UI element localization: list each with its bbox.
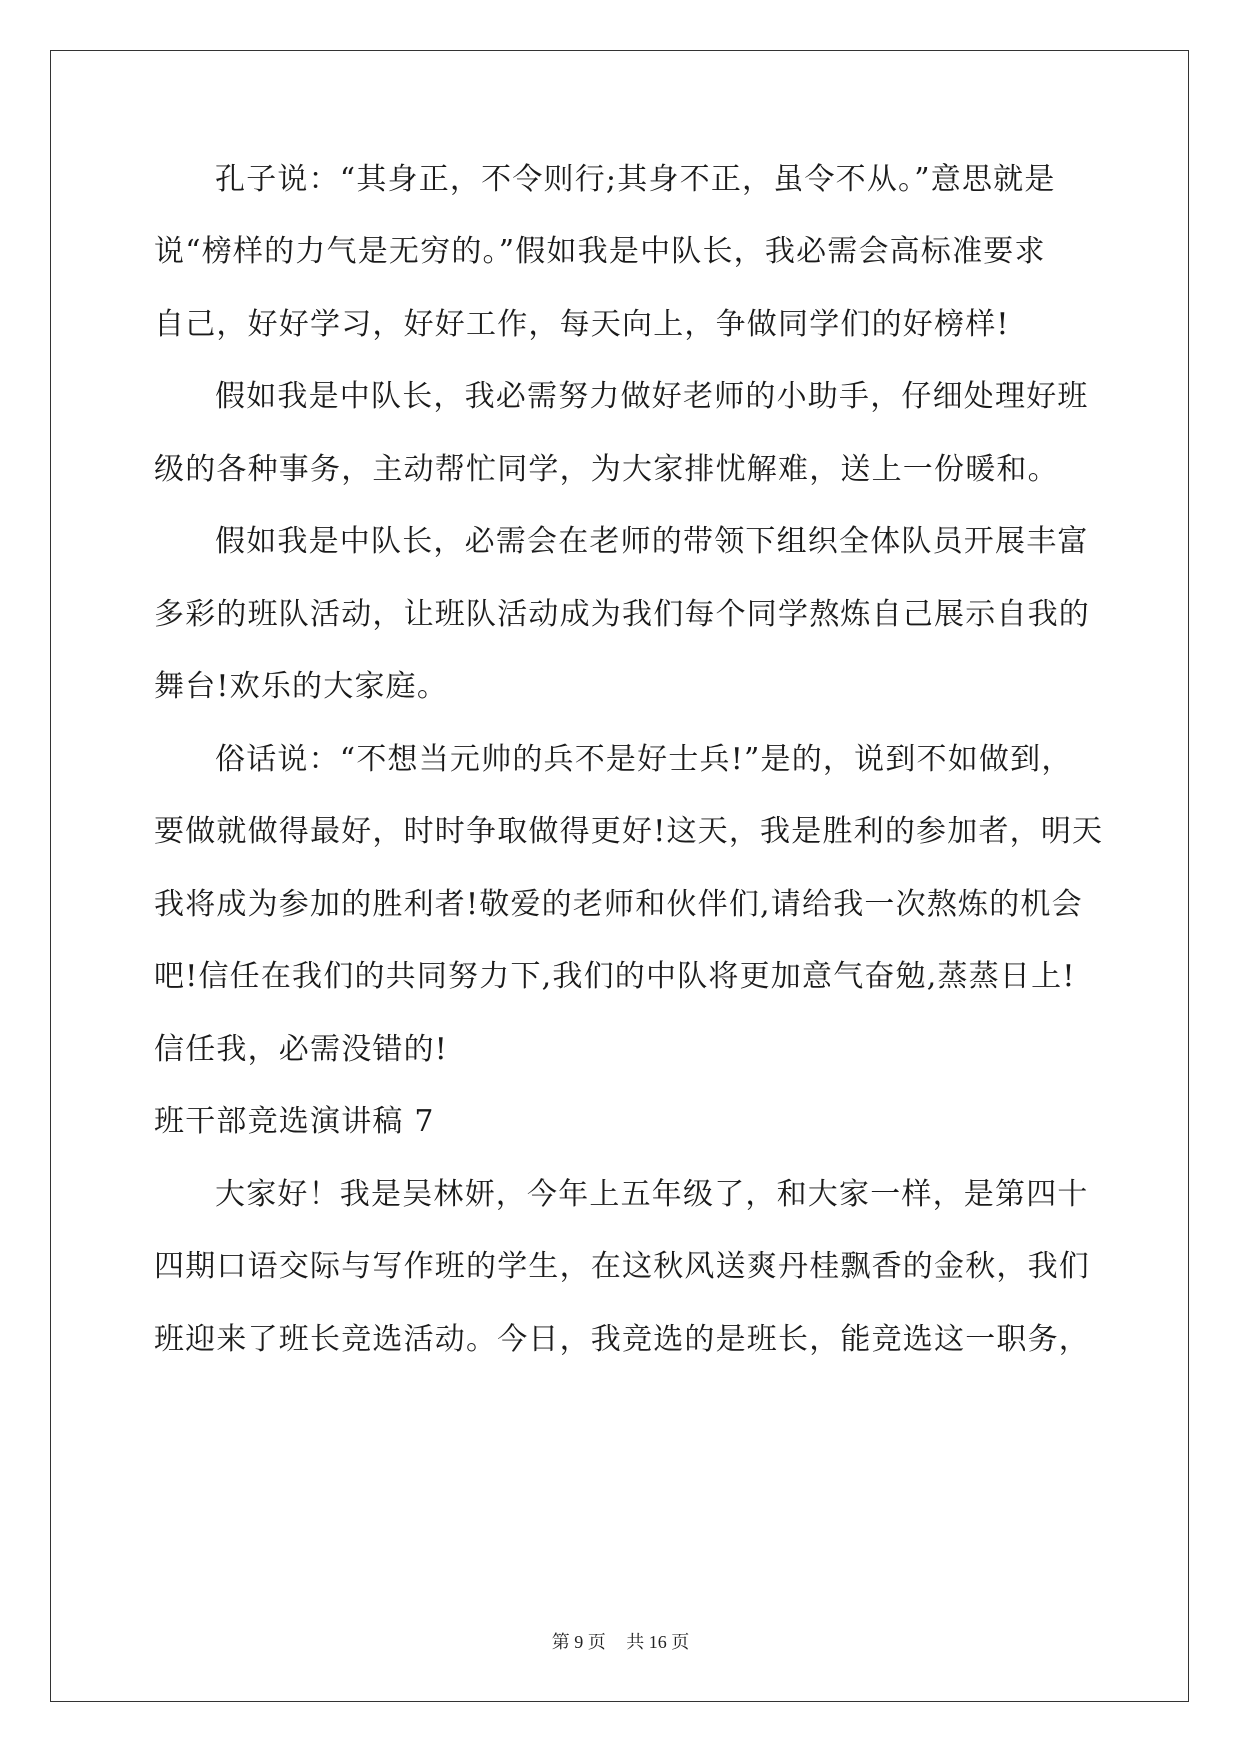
paragraph-line: 假如我是中队长，必需会在老师的带领下组织全体队员开展丰富 [215, 524, 1089, 559]
section-heading: 班干部竞选演讲稿 7 [154, 1104, 435, 1139]
page-border [50, 50, 1189, 1702]
paragraph-line: 孔子说：“其身正，不令则行;其身不正，虽令不从。”意思就是 [215, 162, 1056, 197]
paragraph-line: 信任我，必需没错的! [154, 1032, 449, 1067]
paragraph-line: 自己，好好学习，好好工作，每天向上，争做同学们的好榜样! [154, 307, 1010, 342]
page-footer [0, 1628, 1241, 1654]
paragraph-line: 假如我是中队长，我必需努力做好老师的小助手，仔细处理好班 [215, 379, 1089, 414]
paragraph-line: 级的各种事务，主动帮忙同学，为大家排忧解难，送上一份暖和。 [154, 452, 1059, 487]
paragraph-line: 吧!信任在我们的共同努力下,我们的中队将更加意气奋勉,蒸蒸日上! [154, 959, 1076, 994]
paragraph-line: 说“榜样的力气是无穷的。”假如我是中队长，我必需会高标准要求 [154, 234, 1046, 269]
paragraph-line: 多彩的班队活动，让班队活动成为我们每个同学熬炼自己展示自我的 [154, 597, 1090, 632]
page-number: 第 9 页 [551, 1632, 606, 1652]
page-total: 共 16 页 [626, 1632, 690, 1652]
paragraph-line: 舞台!欢乐的大家庭。 [154, 669, 449, 704]
paragraph-line: 大家好！我是吴林妍，今年上五年级了，和大家一样，是第四十 [215, 1177, 1089, 1212]
paragraph-line: 我将成为参加的胜利者!敬爱的老师和伙伴们,请给我一次熬炼的机会 [154, 887, 1083, 922]
paragraph-line: 四期口语交际与写作班的学生，在这秋风送爽丹桂飘香的金秋，我们 [154, 1249, 1090, 1284]
paragraph-line: 班迎来了班长竞选活动。今日，我竞选的是班长，能竞选这一职务， [154, 1322, 1090, 1357]
paragraph-line: 俗话说：“不想当元帅的兵不是好士兵!”是的，说到不如做到， [215, 742, 1073, 777]
paragraph-line: 要做就做得最好，时时争取做得更好!这天，我是胜利的参加者，明天 [154, 814, 1104, 849]
